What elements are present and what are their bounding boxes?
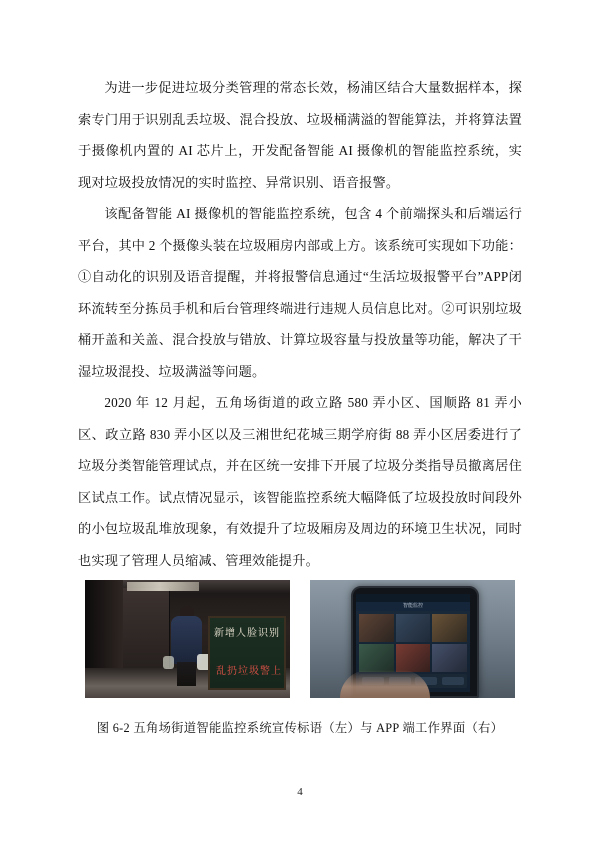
chalkboard-line-2: 乱扔垃圾警上 [216,666,282,675]
phone-status-bar [356,594,470,602]
figure-caption: 图 6-2 五角场街道智能监控系统宣传标语（左）与 APP 端工作界面（右） [96,721,504,735]
camera-feed-tile [359,644,394,672]
ceiling-light-icon [127,582,199,591]
paragraph-1: 为进一步促进垃圾分类管理的常态长效，杨浦区结合大量数据样本，探索专门用于识别乱丢垃圾、混合投放、垃圾桶满溢的智能算法，并将算法置于摄像机内置的 AI 芯片上，开发配备智能 AI 摄像机的智能监控系统，实现对垃圾投放情况的实时监控、异常识别、语音报警。 [78,80,522,190]
camera-feed-tile [396,644,431,672]
resident-legs [177,662,196,686]
hand-holding-phone [340,670,430,698]
camera-feed-grid [359,614,467,672]
app-title-bar: 智能监控 [356,602,470,611]
figure-photo-left [85,580,290,698]
page-number: 4 [297,786,303,798]
camera-feed-tile [432,644,467,672]
garbage-bag-left [163,656,174,669]
figure-images-row [85,580,515,698]
app-action-button [442,677,464,685]
camera-feed-tile [396,614,431,642]
chalkboard-line-1: 新增人脸识别 [214,628,280,637]
camera-feed-tile [359,614,394,642]
camera-feed-tile [432,614,467,642]
paragraph-3: 2020 年 12 月起，五角场街道的政立路 580 弄小区、国顺路 81 弄小区、政立路 830 弄小区以及三湘世纪花城三期学府街 88 弄小区居委进行了垃圾分类智能管理试点，并在区统一安排下开展了垃圾分类指导员撤离居住区试点工作。试点情况显示，该智能监控系统大幅降低了垃圾投放时间段外的小包垃圾乱堆放现象，有效提升了垃圾厢房及周边的环境卫生状况，同时也实现了管理人员缩减、管理效能提升。 [78,395,522,568]
figure-photo-right [310,580,515,698]
page-body [78,72,522,576]
paragraph-2: 该配备智能 AI 摄像机的智能监控系统，包含 4 个前端探头和后端运行平台，其中 2 个摄像头装在垃圾厢房内部或上方。该系统可实现如下功能：①自动化的识别及语音提醒，并将报警信息通过“生活垃圾报警平台”APP闭环流转至分拣员手机和后台管理终端进行违规人员信息比对。②可识别垃圾桶开盖和关盖、混合投放与错放、计算垃圾容量与投放量等功能，解决了干湿垃圾混投、垃圾满溢等问题。 [78,206,522,379]
